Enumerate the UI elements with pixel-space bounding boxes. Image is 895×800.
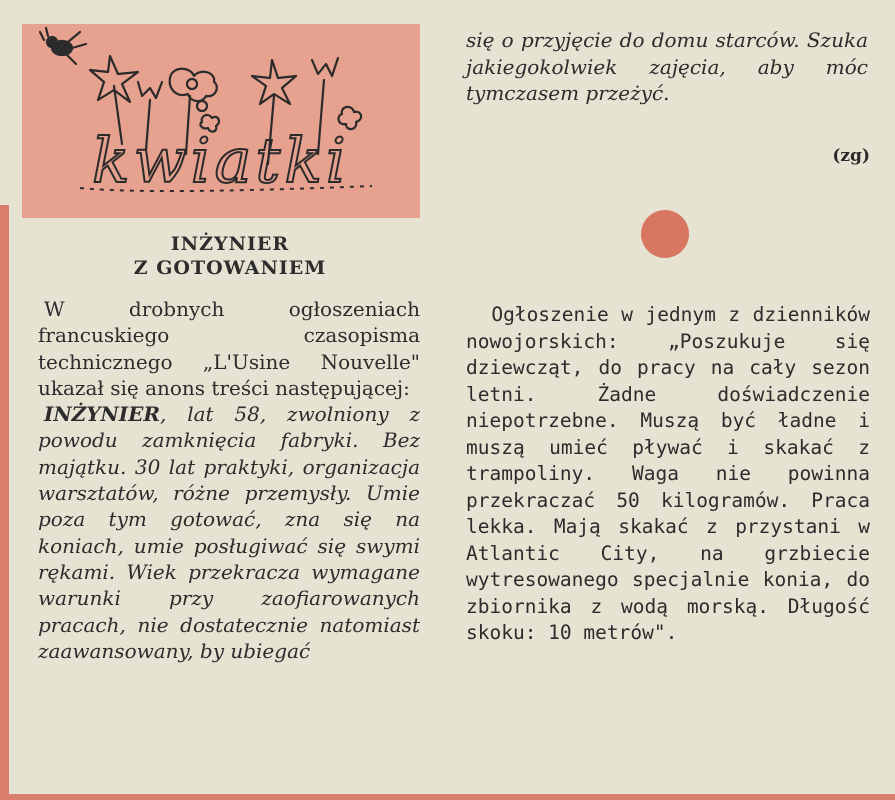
article-2-column xyxy=(466,302,870,647)
headline-line-1: INŻYNIER xyxy=(170,233,290,255)
article-1-continuation xyxy=(466,27,868,107)
ad-body-text: , lat 58, zwolniony z powodu zamknięcia fabryki. Bez majątku. 30 lat praktyki, organizacja warsztatów, różne przemysły. Umie poza tym gotować, zna się na koniach, umie posługiwać się swymi rękami. Wiek przekracza wymagane warunki przy zaofiarowanych pracach, nie dostatecznie natomiast zaawansowany, by ubiegać xyxy=(38,402,420,663)
article-1-ad xyxy=(38,401,420,664)
left-edge-stripe xyxy=(0,205,9,800)
article-headline xyxy=(40,232,420,280)
header-title: kwiatki xyxy=(92,124,350,197)
author-signature: (zg) xyxy=(832,146,870,166)
article-2-body: Ogłoszenie w jednym z dzienników nowojorskich: „Poszukuje się dziewcząt, do pracy na cały sezon letni. Żadne doświadczenie niepotrzebne. Muszą być ładne i muszą umieć pływać i skakać z trampoliny. Waga nie powinna przekraczać 50 kilogramów. Praca lekka. Mają skakać z przystani w Atlantic City, na grzbiecie wytresowanego specjalnie konia, do zbiornika z wodą morską. Długość skoku: 10 metrów". xyxy=(466,303,870,644)
article-1-column xyxy=(38,296,420,664)
flowers-illustration xyxy=(22,24,420,218)
headline-line-2: Z GOTOWANIEM xyxy=(133,257,327,279)
flower-icon xyxy=(170,69,217,101)
bottom-edge-stripe xyxy=(0,794,895,800)
continuation-text: się o przyjęcie do domu starców. Szuka jakiegokolwiek zajęcia, aby móc tymczasem przeżyć. xyxy=(466,28,868,105)
flower-icon xyxy=(90,56,138,102)
separator-dot xyxy=(641,210,689,258)
column-header-box xyxy=(22,24,420,218)
bug-icon xyxy=(40,28,86,64)
ad-lead-word: INŻYNIER xyxy=(44,402,161,427)
article-1-intro: W drobnych ogłoszeniach francuskiego czasopisma technicznego „L'Usine Nouvelle" ukazał się anons treści następującej: xyxy=(38,297,420,400)
